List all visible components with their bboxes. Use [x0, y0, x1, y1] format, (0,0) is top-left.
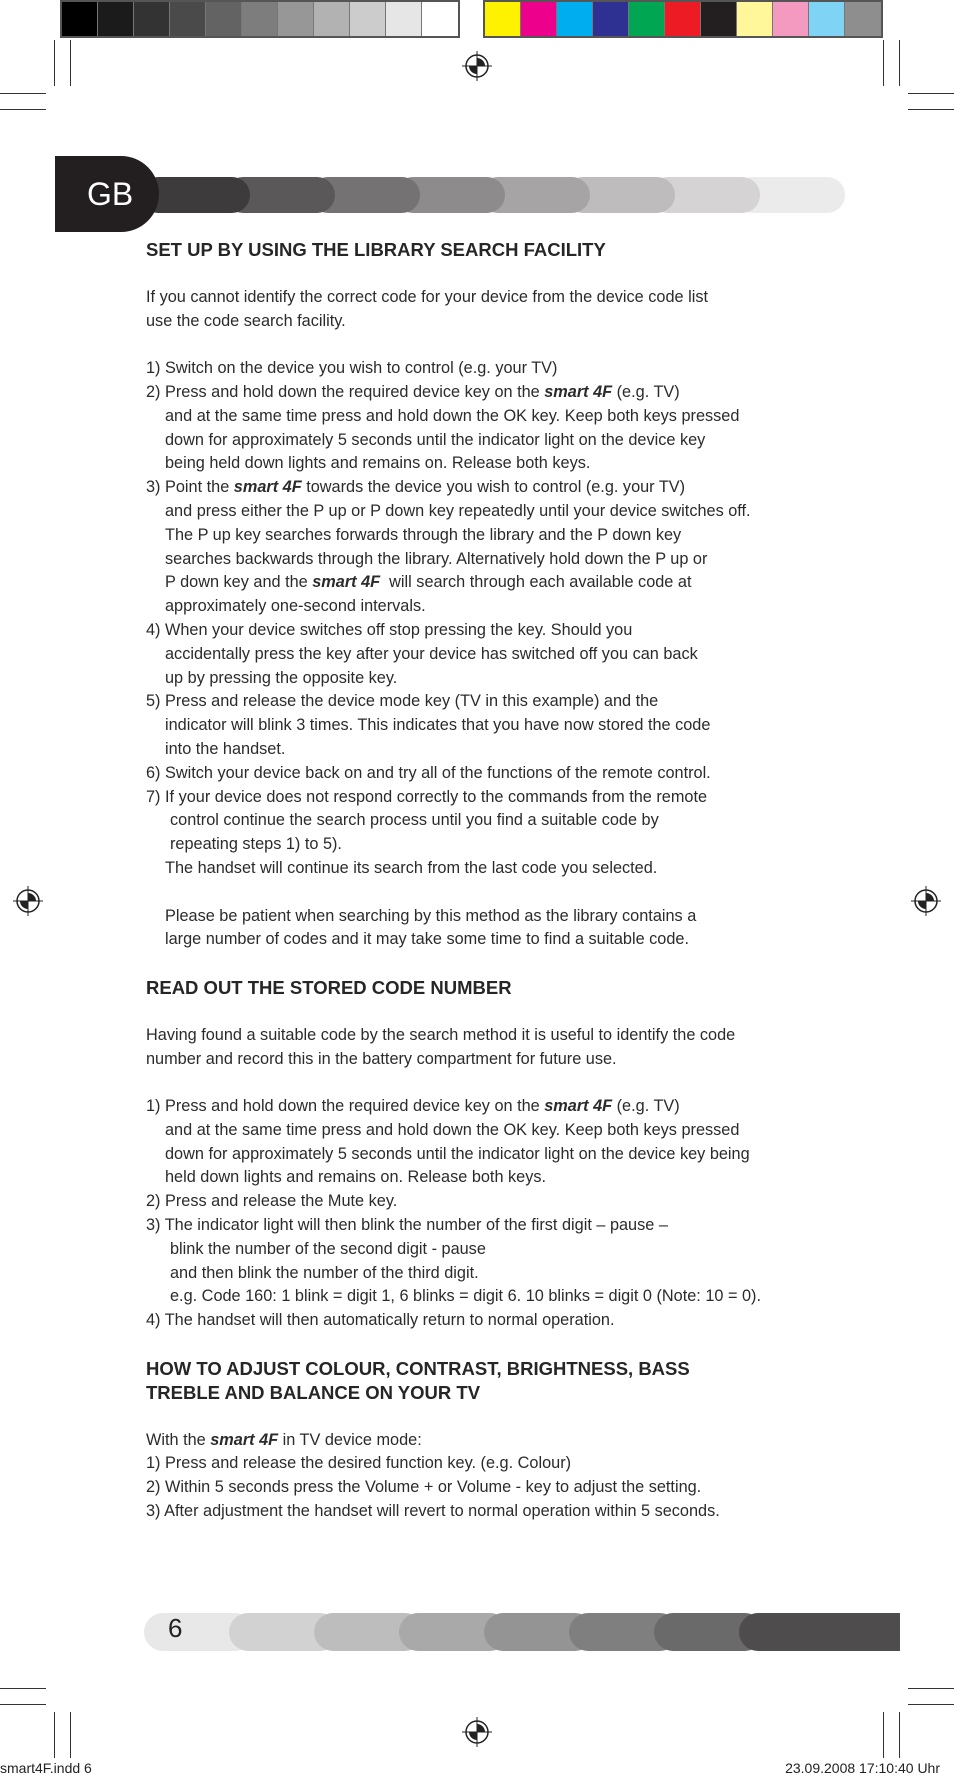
- language-label: GB: [87, 175, 134, 212]
- crop-mark: [908, 1704, 954, 1705]
- color-swatch: [809, 2, 845, 36]
- color-swatch: [134, 2, 170, 36]
- list-item-line: down for approximately 5 seconds until the indicator light on the device key being: [165, 1144, 750, 1163]
- list-item: 2) Press and hold down the required device key on the smart 4F (e.g. TV): [146, 382, 680, 401]
- color-swatch: [773, 2, 809, 36]
- list-item-line: and at the same time press and hold down the OK key. Keep both keys pressed: [165, 1120, 740, 1139]
- list-item-line: into the handset.: [165, 739, 286, 758]
- list-item: 4) When your device switches off stop pressing the key. Should you: [146, 620, 633, 639]
- list-item: 5) Press and release the device mode key (TV in this example) and the: [146, 692, 659, 711]
- color-swatch: [422, 2, 458, 36]
- paragraph-line: If you cannot identify the correct code for your device from the device code list: [146, 287, 708, 306]
- color-swatch: [521, 2, 557, 36]
- crop-mark: [0, 93, 46, 94]
- list-item-line: The P up key searches forwards through the library and the P down key: [165, 525, 682, 544]
- registration-target-icon: [462, 51, 492, 81]
- crop-mark: [883, 40, 884, 86]
- list-item-line: searches backwards through the library. Alternatively hold down the P up or: [165, 549, 708, 568]
- list-item-line: up by pressing the opposite key.: [165, 668, 398, 687]
- list-item-line: repeating steps 1) to 5).: [170, 835, 342, 854]
- color-swatch: [62, 2, 98, 36]
- list-item-line: indicator will blink 3 times. This indicates that you have now stored the code: [165, 716, 711, 735]
- list-item-line: down for approximately 5 seconds until the indicator light on the device key: [165, 430, 706, 449]
- crop-mark: [908, 1688, 954, 1689]
- list-item: 6) Switch your device back on and try all of the functions of the remote control.: [146, 763, 711, 782]
- crop-mark: [899, 1712, 900, 1758]
- color-swatch: [557, 2, 593, 36]
- color-swatch: [629, 2, 665, 36]
- note-line: Please be patient when searching by this method as the library contains a: [165, 906, 697, 925]
- section-title: READ OUT THE STORED CODE NUMBER: [146, 976, 512, 998]
- list-item-line: The handset will continue its search from the last code you selected.: [165, 858, 658, 877]
- color-swatch: [737, 2, 773, 36]
- color-swatch: [278, 2, 314, 36]
- section-title: SET UP BY USING THE LIBRARY SEARCH FACILITY: [146, 239, 606, 260]
- paragraph-line: use the code search facility.: [146, 311, 346, 330]
- note-line: large number of codes and it may take some time to find a suitable code.: [165, 930, 689, 949]
- color-swatch: [350, 2, 386, 36]
- list-item: 7) If your device does not respond correctly to the commands from the remote: [146, 787, 708, 806]
- color-swatch: [701, 2, 737, 36]
- crop-mark: [883, 1712, 884, 1758]
- list-item-line: and press either the P up or P down key repeatedly until your device switches off.: [165, 501, 751, 520]
- list-item: 1) Press and hold down the required device key on the smart 4F (e.g. TV): [146, 1097, 680, 1116]
- list-item: 3) After adjustment the handset will revert to normal operation within 5 seconds.: [146, 1502, 720, 1521]
- color-calibration-bar: [483, 0, 883, 38]
- crop-mark: [0, 109, 46, 110]
- list-item-line: approximately one-second intervals.: [165, 597, 426, 616]
- color-swatch: [242, 2, 278, 36]
- list-item-line: and then blink the number of the third digit.: [170, 1263, 479, 1282]
- brand-name: smart 4F: [233, 478, 302, 497]
- color-swatch: [314, 2, 350, 36]
- list-item-line: e.g. Code 160: 1 blink = digit 1, 6 blinks = digit 6. 10 blinks = digit 0 (Note: 10 = 0).: [170, 1287, 762, 1306]
- color-swatch: [206, 2, 242, 36]
- registration-target-icon: [13, 886, 43, 916]
- list-item: 3) Point the smart 4F towards the device you wish to control (e.g. your TV): [146, 478, 686, 497]
- color-swatch: [665, 2, 701, 36]
- crop-mark: [54, 40, 55, 86]
- brand-name: smart 4F: [210, 1430, 279, 1449]
- crop-mark: [54, 1712, 55, 1758]
- crop-mark: [0, 1688, 46, 1689]
- list-item: 3) The indicator light will then blink the number of the first digit – pause –: [146, 1216, 668, 1235]
- list-item: 2) Press and release the Mute key.: [146, 1192, 398, 1211]
- section-title: TREBLE AND BALANCE ON YOUR TV: [146, 1381, 481, 1403]
- crop-mark: [899, 40, 900, 86]
- color-swatch: [386, 2, 422, 36]
- list-item: 2) Within 5 seconds press the Volume + or Volume - key to adjust the setting.: [146, 1478, 702, 1497]
- color-swatch: [845, 2, 881, 36]
- color-swatch: [98, 2, 134, 36]
- language-tab: [55, 156, 159, 232]
- crop-mark: [70, 1712, 71, 1758]
- file-slug: smart4F.indd 6: [0, 1760, 92, 1776]
- color-swatch: [593, 2, 629, 36]
- crop-mark: [0, 1704, 46, 1705]
- brand-name: smart 4F: [544, 1097, 613, 1116]
- paragraph-line: number and record this in the battery compartment for future use.: [146, 1049, 617, 1068]
- crop-mark: [70, 40, 71, 86]
- list-item-line: P down key and the smart 4F will search through each available code at: [165, 573, 692, 592]
- crop-mark: [908, 109, 954, 110]
- list-item: 4) The handset will then automatically return to normal operation.: [146, 1311, 615, 1330]
- registration-target-icon: [911, 886, 941, 916]
- paragraph-line: With the smart 4F in TV device mode:: [146, 1430, 422, 1449]
- registration-target-icon: [462, 1717, 492, 1747]
- page-number: 6: [168, 1613, 183, 1643]
- color-swatch: [485, 2, 521, 36]
- paragraph-line: Having found a suitable code by the search method it is useful to identify the code: [146, 1025, 736, 1044]
- list-item-line: control continue the search process until you find a suitable code by: [170, 811, 659, 830]
- brand-name: smart 4F: [312, 573, 381, 592]
- list-item-line: being held down lights and remains on. Release both keys.: [165, 454, 591, 473]
- list-item-line: and at the same time press and hold down the OK key. Keep both keys pressed: [165, 406, 740, 425]
- crop-mark: [908, 93, 954, 94]
- color-swatch: [170, 2, 206, 36]
- list-item-line: held down lights and remains on. Release both keys.: [165, 1168, 547, 1187]
- page-content: [146, 238, 826, 1524]
- brand-name: smart 4F: [544, 382, 613, 401]
- footer-pill: [739, 1613, 900, 1651]
- list-item-line: blink the number of the second digit - pause: [170, 1239, 486, 1258]
- section-title: HOW TO ADJUST COLOUR, CONTRAST, BRIGHTNESS, BASS: [146, 1357, 690, 1379]
- list-item: 1) Switch on the device you wish to control (e.g. your TV): [146, 359, 558, 378]
- list-item: 1) Press and release the desired function key. (e.g. Colour): [146, 1454, 572, 1473]
- list-item-line: accidentally press the key after your device has switched off you can back: [165, 644, 698, 663]
- date-slug: 23.09.2008 17:10:40 Uhr: [785, 1760, 940, 1776]
- gray-calibration-bar: [60, 0, 460, 38]
